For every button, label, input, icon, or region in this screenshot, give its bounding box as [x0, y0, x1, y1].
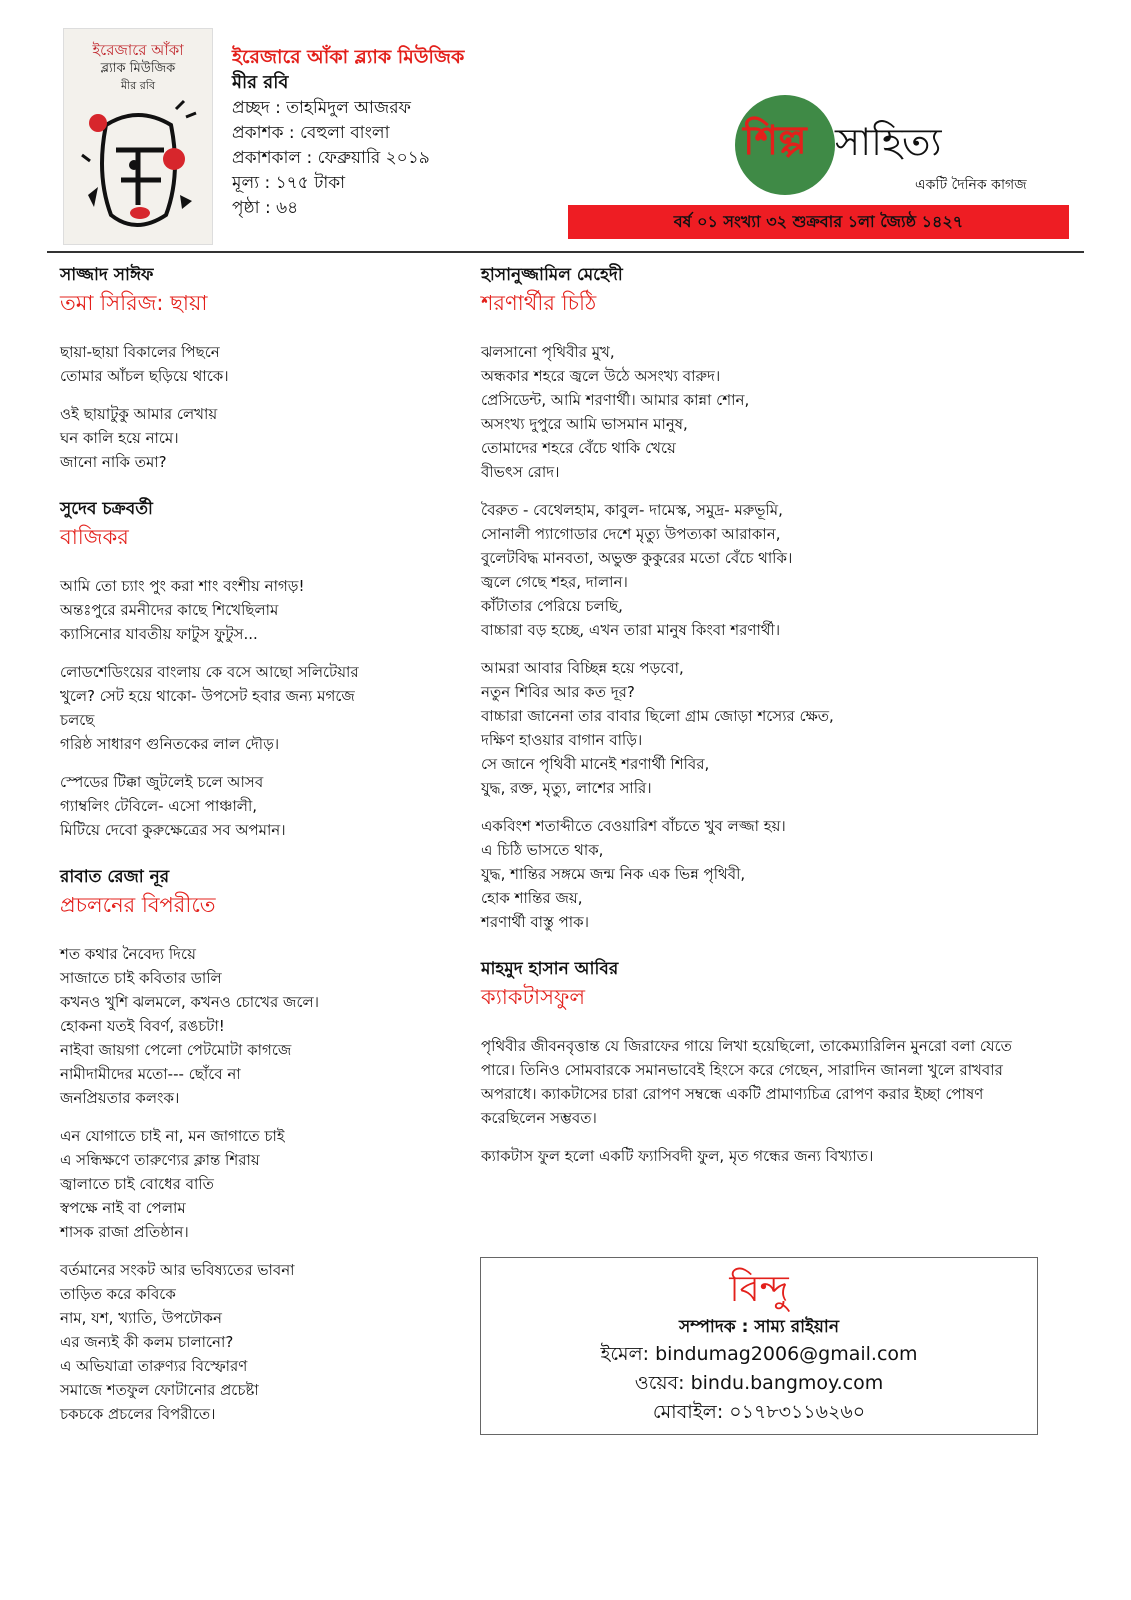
poem-title-1: তমা সিরিজ: ছায়া — [60, 291, 208, 315]
poem-line: যুদ্ধ, রক্ত, মৃত্যু, লাশের সারি। — [481, 779, 652, 797]
poem-2 — [60, 496, 450, 842]
stanza — [60, 770, 450, 842]
left-column — [60, 262, 450, 1448]
stanza — [481, 656, 1041, 800]
poem-1 — [60, 262, 450, 474]
poem-line: ঝলসানো পৃথিবীর মুখ, — [481, 343, 615, 361]
poem-line: একবিংশ শতাব্দীতে বেওয়ারিশ বাঁচতে খুব লজ্জা হয়। — [481, 817, 786, 835]
poem-line: জনপ্রিয়তার কলংক। — [60, 1089, 180, 1107]
book-pages: পৃষ্ঠা : ৬৪ — [232, 198, 299, 218]
magazine-web[interactable]: ওয়েব: bindu.bangmoy.com — [634, 1372, 884, 1394]
book-title: ইরেজারে আঁকা ব্ল্যাক মিউজিক — [232, 46, 465, 68]
poem-line: এ অভিযাত্রা তারুণ্যর বিস্ফোরণ — [60, 1357, 248, 1375]
logo-word-sahitya: সাহিত্য — [835, 120, 942, 164]
magazine-mobile: মোবাইল: ০১৭৮৩১১৬২৬০ — [652, 1401, 866, 1423]
poem-line: অন্ধকার শহরে জ্বলে উঠে অসংখ্য বারুদ। — [481, 367, 721, 385]
poem-author-refugee-letter: হাসানুজ্জামিল মেহেদী — [481, 265, 623, 285]
cover-artwork-icon — [76, 95, 200, 239]
magazine-info-box — [480, 1257, 1038, 1435]
magazine-email[interactable]: ইমেল: bindumag2006@gmail.com — [600, 1343, 918, 1365]
poem-line: শরণার্থী বাস্তু পাক। — [481, 913, 589, 931]
poem-line: জানো নাকি তমা? — [60, 453, 167, 471]
poem-line: অসংখ্য দুপুরে আমি ভাসমান মানুষ, — [481, 415, 688, 433]
poem-line: স্বপক্ষে নাই বা পেলাম — [60, 1199, 186, 1217]
cover-title-line2: ব্ল্যাক মিউজিক — [100, 61, 176, 76]
poem-line: সাজাতে চাই কবিতার ডালি — [60, 969, 222, 987]
poem-line: নাম, যশ, খ্যাতি, উপঢৌকন — [60, 1309, 222, 1327]
masthead-logo — [735, 95, 1027, 195]
poem-line: অন্তঃপুরে রমনীদের কাছে শিখেছিলাম — [60, 601, 279, 619]
book-cover-design: প্রচ্ছদ : তাহমিদুল আজরফ — [232, 98, 411, 118]
header — [0, 0, 1131, 255]
poem-line: হোকনা যতই বিবর্ণ, রঙচটা! — [60, 1017, 225, 1035]
poem-author-2: সুদেব চক্রবর্তী — [60, 499, 153, 519]
book-info — [232, 44, 464, 221]
poem-line: দক্ষিণ হাওয়ার বাগান বাড়ি। — [481, 731, 643, 749]
poem-line: ঘন কালি হয়ে নামে। — [60, 429, 179, 447]
poem-line: খুলে? সেট হয়ে থাকো- উপসেট হবার জন্য মগজে — [60, 687, 355, 705]
poem-line: চকচকে প্রচলের বিপরীতে। — [60, 1405, 216, 1423]
poem-3 — [60, 864, 450, 1426]
cover-author: মীর রবি — [120, 79, 156, 92]
poem-line: ক্যাসিনোর যাবতীয় ফাটুস ফুটুস... — [60, 625, 258, 643]
book-price: মূল্য : ১৭৫ টাকা — [232, 173, 346, 193]
poem-line: নাইবা জায়গা পেলো পেটমোটা কাগজে — [60, 1041, 292, 1059]
poem-line: তাড়িত করে কবিকে — [60, 1285, 176, 1303]
stanza — [60, 340, 450, 388]
book-author: মীর রবি — [232, 72, 289, 93]
poem-line: লোডশেডিংয়ের বাংলায় কে বসে আছো সলিটেয়ার — [60, 663, 359, 681]
cover-title-line1: ইরেজারে আঁকা — [92, 41, 184, 59]
poem-line: নামীদামীদের মতো--- ছোঁবে না — [60, 1065, 241, 1083]
stanza — [60, 402, 450, 474]
poem-line: এর জন্যই কী কলম চালানো? — [60, 1333, 234, 1351]
stanza — [60, 660, 450, 756]
poem-title-2: বাজিকর — [60, 525, 129, 549]
poem-line: জ্বালাতে চাই বোধের বাতি — [60, 1175, 214, 1193]
issue-info-bar: বর্ষ ০১ সংখ্যা ৩২ শুক্রবার ১লা জ্যৈষ্ঠ ১৪২৭ — [568, 205, 1069, 239]
prose-cactus-flower — [481, 956, 1041, 1168]
poem-line: ছায়া-ছায়া বিকালের পিছনে — [60, 343, 220, 361]
poem-line: গ্যাম্বলিং টেবিলে- এসো পাঞ্চালী, — [60, 797, 258, 815]
poem-author-1: সাজ্জাদ সাঈফ — [60, 265, 154, 285]
poem-line: গরিষ্ঠ সাধারণ গুনিতকের লাল দৌড়। — [60, 735, 280, 753]
poem-line: বর্তমানের সংকট আর ভবিষ্যতের ভাবনা — [60, 1261, 295, 1279]
prose-paragraph: ক্যাকটাস ফুল হলো একটি ফ্যাসিবদী ফুল, মৃত গন্ধের জন্য বিখ্যাত। — [481, 1147, 874, 1165]
book-pub-date: প্রকাশকাল : ফেব্রুয়ারি ২০১৯ — [232, 148, 430, 168]
stanza — [60, 574, 450, 646]
stanza — [60, 942, 450, 1110]
stanza — [481, 498, 1041, 642]
poem-line: বীভৎস রোদ। — [481, 463, 560, 481]
poem-line: শত কথার নৈবেদ্য দিয়ে — [60, 945, 196, 963]
poem-line: নতুন শিবির আর কত দূর? — [481, 683, 635, 701]
logo-word-shilpo: শিল্প — [743, 118, 807, 164]
poem-line: সে জানে পৃথিবী মানেই শরণার্থী শিবির, — [481, 755, 710, 773]
poem-line: বৈরুত - বেথেলহাম, কাবুল- দামেস্ক, সমুদ্র- মরুভূমি, — [481, 501, 783, 519]
poem-line: তোমার আঁচল ছড়িয়ে থাকে। — [60, 367, 229, 385]
prose-title: ক্যাকটাসফুল — [481, 985, 585, 1009]
right-column — [481, 262, 1041, 1190]
book-publisher: প্রকাশক : বেহুলা বাংলা — [232, 123, 390, 143]
poem-line: প্রেসিডেন্ট, আমি শরণার্থী। আমার কান্না শোন, — [481, 391, 750, 409]
poem-line: এ চিঠি ভাসতে থাক, — [481, 841, 604, 859]
magazine-name: বিন্দু — [729, 1269, 789, 1310]
poem-line: চলছে — [60, 711, 95, 729]
poem-line: এন যোগাতে চাই না, মন জাগাতে চাই — [60, 1127, 285, 1145]
prose-author: মাহমুদ হাসান আবির — [481, 959, 619, 979]
magazine-editor: সম্পাদক : সাম্য রাইয়ান — [679, 1317, 839, 1337]
stanza — [481, 814, 1041, 934]
poem-line: বাচ্চারা বড় হচ্ছে, এখন তারা মানুষ কিংবা শরণার্থী। — [481, 621, 781, 639]
poem-author-3: রাবাত রেজা নূর — [60, 867, 170, 887]
stanza — [60, 1124, 450, 1244]
poem-title-3: প্রচলনের বিপরীতে — [60, 893, 216, 917]
logo-tagline: একটি দৈনিক কাগজ — [915, 177, 1027, 193]
stanza — [60, 1258, 450, 1426]
poem-line: সমাজে শতফুল ফোটানোর প্রচেষ্টা — [60, 1381, 259, 1399]
poem-line: আমি তো চ্যাং পুং করা শাং বংশীয় নাগড়! — [60, 577, 305, 595]
poem-refugee-letter — [481, 262, 1041, 934]
poem-line: স্পেডের টিক্কা জুটলেই চলে আসব — [60, 773, 264, 791]
poem-line: যুদ্ধ, শান্তির সঙ্গমে জন্ম নিক এক ভিন্ন পৃথিবী, — [481, 865, 746, 883]
poem-line: জ্বলে গেছে শহর, দালান। — [481, 573, 628, 591]
stanza — [481, 340, 1041, 484]
poem-line: বাচ্চারা জানেনা তার বাবার ছিলো গ্রাম জোড়া শস্যের ক্ষেত, — [481, 707, 834, 725]
poem-line: কাঁটাতার পেরিয়ে চলছি, — [481, 597, 623, 615]
prose-paragraph: পৃথিবীর জীবনবৃত্তান্ত যে জিরাফের গায়ে লিখা হয়েছিলো, তাকেম্যারিলিন মুনরো বলা যেতে পারে। তিনিও সোমবারকে সমানভাবেই হিংসে করে গেছেন, সারাদিন জানলা খুলে রাখবার অপরাধে। ক্যাকটাসের চারা রোপণ সম্বন্ধে একটি প্রামাণ্যচিত্র রোপণ করার ইচ্ছা পোষণ করেছিলেন সম্ভবত। — [481, 1037, 1012, 1127]
poem-line: কখনও খুশি ঝলমলে, কখনও চোখের জলে। — [60, 993, 320, 1011]
poem-line: তোমাদের শহরে বেঁচে থাকি খেয়ে — [481, 439, 676, 457]
book-cover-image — [63, 28, 213, 245]
poem-line: এ সন্ধিক্ষণে তারুণ্যের ক্লান্ত শিরায় — [60, 1151, 260, 1169]
poem-line: সোনালী প্যাগোডার দেশে মৃত্যু উপত্যকা আরাকান, — [481, 525, 781, 543]
poem-line: বুলেটবিদ্ধ মানবতা, অভুক্ত কুকুরের মতো বেঁচে থাকি। — [481, 549, 793, 567]
header-divider — [47, 251, 1084, 253]
poem-line: ওই ছায়াটুকু আমার লেখায় — [60, 405, 218, 423]
poem-line: মিটিয়ে দেবো কুরুক্ষেত্রের সব অপমান। — [60, 821, 286, 839]
poem-line: শাসক রাজা প্রতিষ্ঠান। — [60, 1223, 189, 1241]
poem-line: হোক শান্তির জয়, — [481, 889, 583, 907]
poem-title-refugee-letter: শরণার্থীর চিঠি — [481, 291, 597, 315]
poem-line: আমরা আবার বিচ্ছিন্ন হয়ে পড়বো, — [481, 659, 684, 677]
